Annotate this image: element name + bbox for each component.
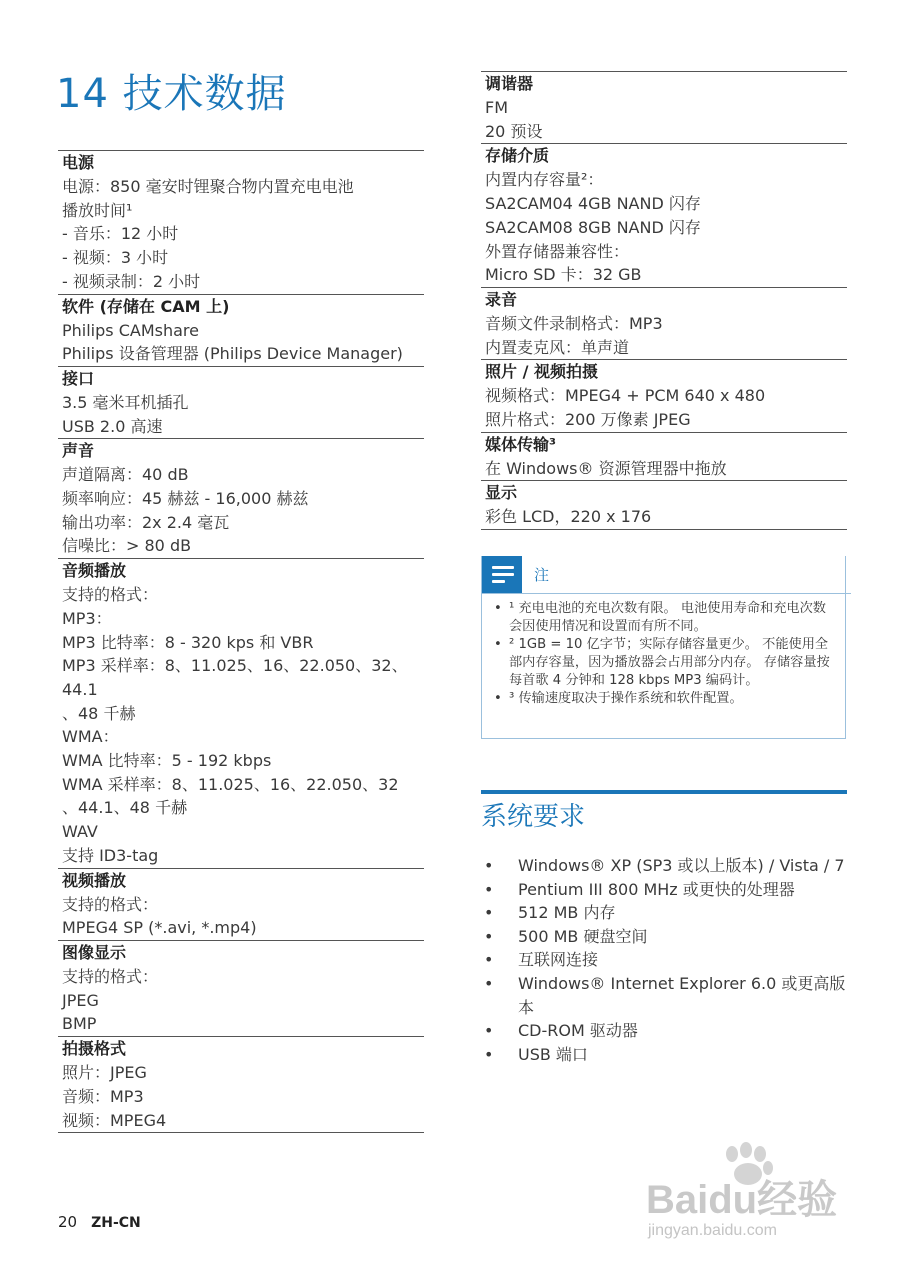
spec-line: MP3 采样率：8、11.025、16、22.050、32、44.1 [62,656,408,699]
requirement-item: • USB 端口 [481,1043,847,1067]
system-requirements-rule [481,790,847,794]
specs-left-column [58,150,424,1133]
watermark-logo-text: Baidu经验 [646,1178,838,1222]
spec-line: 3.5 毫米耳机插孔 [62,392,189,412]
requirement-item: • Windows® Internet Explorer 6.0 或更高版本 [481,972,847,1019]
spec-line: 20 预设 [485,121,543,141]
spec-line: 、48 千赫 [62,703,136,723]
system-requirements-list [481,854,847,1066]
spec-line: 照片格式：200 万像素 JPEG [485,410,691,430]
spec-line: 视频格式：MPEG4 + PCM 640 x 480 [485,386,766,406]
spec-heading: 媒体传输³ [485,434,557,454]
spec-line: - 视频：3 小时 [62,248,169,268]
spec-line: 支持 ID3-tag [62,845,159,865]
page-number: 20 [58,1213,78,1231]
spec-line: SA2CAM04 4GB NAND 闪存 [485,194,701,214]
spec-line: 照片：JPEG [62,1063,147,1083]
spec-section [58,558,424,867]
spec-section [481,143,847,287]
note-title: 注 [534,566,550,584]
spec-heading: 显示 [485,483,518,503]
spec-line: 支持的格式： [62,966,159,986]
spec-line: Philips CAMshare [62,320,199,340]
spec-heading: 声音 [62,441,95,461]
spec-line: - 音乐：12 小时 [62,224,179,244]
spec-line: WMA 采样率：8、11.025、16、22.050、32 [62,774,399,794]
spec-heading: 调谐器 [485,74,534,93]
spec-line: 支持的格式： [62,894,159,914]
spec-line: 内置麦克风：单声道 [485,337,630,357]
spec-line: 在 Windows® 资源管理器中拖放 [485,458,727,478]
spec-line: 声道隔离：40 dB [62,465,189,485]
spec-section [481,287,847,359]
spec-line: 支持的格式： [62,585,159,605]
spec-section [58,150,424,294]
requirement-item: • Windows® XP (SP3 或以上版本) / Vista / 7 [481,854,847,878]
spec-line: USB 2.0 高速 [62,416,163,436]
baidu-watermark [640,1140,850,1250]
spec-line: 视频：MPEG4 [62,1110,167,1130]
spec-line: Philips 设备管理器 (Philips Device Manager) [62,344,403,364]
language-code: ZH-CN [91,1215,141,1231]
note-header [482,556,849,593]
spec-section [58,366,424,438]
requirement-item: • 500 MB 硬盘空间 [481,925,847,949]
spec-line: MP3： [62,608,112,628]
spec-heading: 存储介质 [485,146,550,166]
spec-line: 音频：MP3 [62,1086,144,1106]
spec-section [481,480,847,530]
note-box [481,556,846,739]
requirement-item: • CD-ROM 驱动器 [481,1019,847,1043]
spec-heading: 录音 [485,289,518,309]
note-item: • ² 1GB = 10 亿字节；实际存储容量更少。 不能使用全部内存容量，因为播放器会占用部分内存。 存储容量按每首歌 4 分钟和 128 kbps MP3 编码计。 [492,636,832,690]
spec-heading: 照片 / 视频拍摄 [485,362,598,382]
note-icon [482,556,522,593]
spec-line: 外置存储器兼容性： [485,241,630,261]
spec-section [58,868,424,940]
spec-line: WMA 比特率：5 - 192 kbps [62,751,272,771]
spec-heading: 拍摄格式 [62,1039,127,1059]
note-divider [482,593,851,594]
specs-right-column [481,71,847,530]
spec-section [481,359,847,431]
spec-line: JPEG [62,990,99,1010]
spec-section [481,432,847,481]
spec-line: 内置内存容量²： [485,170,604,190]
spec-section [481,71,847,143]
page-title: 14 技术数据 [56,71,287,117]
spec-heading: 接口 [62,368,95,388]
spec-line: FM [485,98,509,117]
system-requirements-title: 系统要求 [481,802,586,832]
spec-section [58,294,424,366]
spec-line: 彩色 LCD，220 x 176 [485,507,652,527]
page-footer [58,1213,141,1231]
spec-line: 音频文件录制格式：MP3 [485,313,663,333]
requirement-item: • 互联网连接 [481,948,847,972]
watermark-url: jingyan.baidu.com [648,1222,777,1239]
spec-line: Micro SD 卡：32 GB [485,265,642,285]
spec-line: WMA： [62,727,119,747]
spec-line: 输出功率：2x 2.4 毫瓦 [62,512,230,532]
spec-line: 信噪比：> 80 dB [62,536,192,556]
spec-line: MP3 比特率：8 - 320 kps 和 VBR [62,632,314,652]
spec-line: 频率响应：45 赫兹 - 16,000 赫兹 [62,489,309,509]
requirement-item: • 512 MB 内存 [481,901,847,925]
spec-section [58,438,424,558]
spec-line: - 视频录制：2 小时 [62,271,201,291]
spec-line: MPEG4 SP (*.avi, *.mp4) [62,918,257,938]
spec-section [58,940,424,1036]
requirement-item: • Pentium III 800 MHz 或更快的处理器 [481,878,847,902]
spec-heading: 音频播放 [62,561,127,581]
spec-heading: 软件 (存储在 CAM 上) [62,296,230,316]
spec-line: SA2CAM08 8GB NAND 闪存 [485,217,701,237]
spec-heading: 电源 [62,153,95,172]
spec-line: 播放时间¹ [62,200,133,220]
spec-line: BMP [62,1014,97,1034]
note-list [492,600,832,708]
note-item: • ¹ 充电电池的充电次数有限。 电池使用寿命和充电次数会因使用情况和设置而有所不同。 [492,600,832,636]
spec-line: 、44.1、48 千赫 [62,798,188,818]
spec-heading: 视频播放 [62,870,127,890]
spec-section [58,1036,424,1133]
spec-heading: 图像显示 [62,942,127,962]
note-item: • ³ 传输速度取决于操作系统和软件配置。 [492,690,832,708]
spec-line: WAV [62,822,98,842]
spec-line: 电源：850 毫安时锂聚合物内置充电电池 [62,177,354,196]
